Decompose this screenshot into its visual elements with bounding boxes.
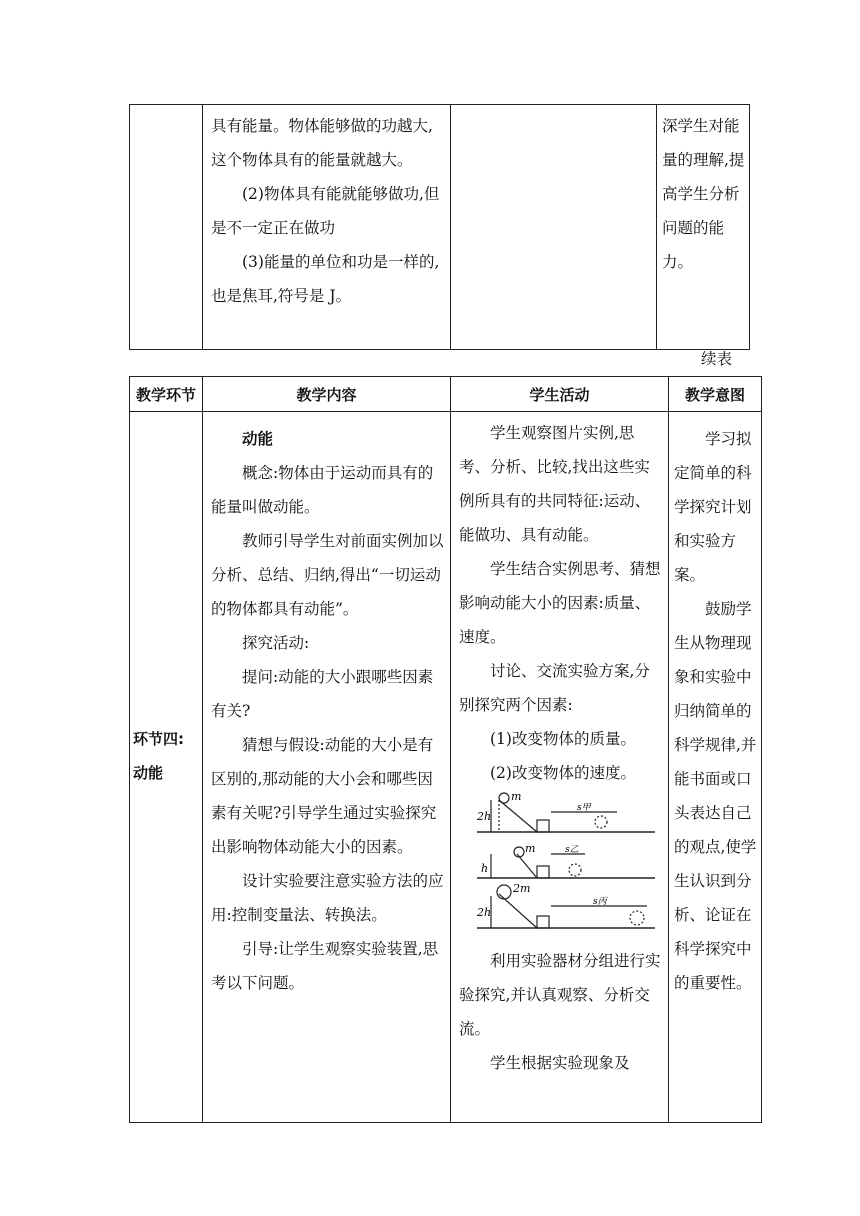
ball-icon (497, 885, 511, 899)
lesson-plan-table (129, 376, 762, 1123)
stage-cell-empty (130, 105, 203, 350)
header-intent: 教学意图 (669, 377, 762, 412)
stage-label (130, 722, 202, 790)
activity-cell (451, 412, 669, 1123)
intent-cell (669, 412, 762, 1123)
intent-paragraph: 鼓励学生从物理现象和实验中归纳简单的科学规律,并能书面或口头表达自己的观点,使学生认识到分析、论证在科学探究中的重要性。 (674, 600, 757, 992)
ramp-panel-1 (477, 793, 655, 832)
activity-paragraph: (2)改变物体的速度。 (490, 764, 636, 782)
block-icon (537, 866, 549, 878)
activity-paragraph: 学生结合实例思考、猜想影响动能大小的因素:质量、速度。 (459, 560, 661, 646)
content-cell (203, 412, 451, 1123)
label-2h: 2h (477, 810, 492, 823)
activity-paragraph: 讨论、交流实验方案,分别探究两个因素: (459, 662, 650, 714)
label-2h: 2h (477, 906, 492, 919)
stage-line: 动能 (133, 764, 164, 782)
content-paragraph: 概念:物体由于运动而具有的能量叫做动能。 (211, 464, 434, 516)
content-paragraph: (2)物体具有能就能够做功,但是不一定正在做功 (211, 185, 440, 237)
header-stage: 教学环节 (130, 377, 203, 412)
intent-paragraph: 深学生对能量的理解,提高学生分析问题的能力。 (662, 117, 745, 271)
table-row (130, 412, 762, 1123)
intent-cell (657, 105, 750, 350)
stage-cell (130, 412, 203, 1123)
activity-paragraph: 学生根据实验现象及 (490, 1054, 630, 1072)
label-s-yi: s乙 (565, 845, 579, 855)
ball-icon (499, 793, 509, 803)
content-paragraph: 引导:让学生观察实验装置,思考以下问题。 (211, 940, 439, 992)
header-row (130, 377, 762, 412)
continued-label: 续表 (700, 350, 732, 368)
header-content: 教学内容 (203, 377, 451, 412)
table-continued-part (129, 104, 750, 350)
activity-paragraph: (1)改变物体的质量。 (490, 730, 636, 748)
label-2m: 2m (513, 882, 531, 895)
label-m: m (525, 842, 536, 855)
label-h: h (481, 862, 489, 875)
content-paragraph: 提问:动能的大小跟哪些因素有关? (211, 668, 434, 720)
label-s-bing: s丙 (593, 897, 607, 907)
content-paragraph: 探究活动: (242, 634, 310, 652)
label-m: m (511, 792, 522, 803)
experiment-diagram (477, 792, 657, 942)
content-cell (203, 105, 451, 350)
content-title: 动能 (242, 430, 274, 448)
block-icon (537, 916, 549, 928)
block-icon (537, 820, 549, 832)
activity-paragraph: 学生观察图片实例,思考、分析、比较,找出这些实例所具有的共同特征:运动、能做功、具有动能。 (459, 424, 651, 544)
activity-paragraph: 利用实验器材分组进行实验探究,并认真观察、分析交流。 (459, 952, 661, 1038)
content-paragraph: 设计实验要注意实验方法的应用:控制变量法、转换法。 (211, 872, 444, 924)
content-paragraph: (3)能量的单位和功是一样的,也是焦耳,符号是 J。 (211, 253, 440, 305)
intent-paragraph: 学习拟定简单的科学探究计划和实验方案。 (674, 430, 752, 584)
content-paragraph: 猜想与假设:动能的大小是有区别的,那动能的大小会和哪些因素有关呢?引导学生通过实验探究出影响物体动能大小的因素。 (211, 736, 437, 856)
activity-cell-empty (451, 105, 657, 350)
stage-line: 环节四: (133, 730, 184, 748)
ramp-panel-3 (477, 885, 655, 928)
content-paragraph: 教师引导学生对前面实例加以分析、总结、归纳,得出“一切运动的物体都具有动能”。 (211, 532, 444, 618)
label-s-jia: s甲 (577, 803, 591, 813)
content-paragraph: 具有能量。物体能够做的功越大,这个物体具有的能量就越大。 (211, 117, 433, 169)
header-activity: 学生活动 (451, 377, 669, 412)
